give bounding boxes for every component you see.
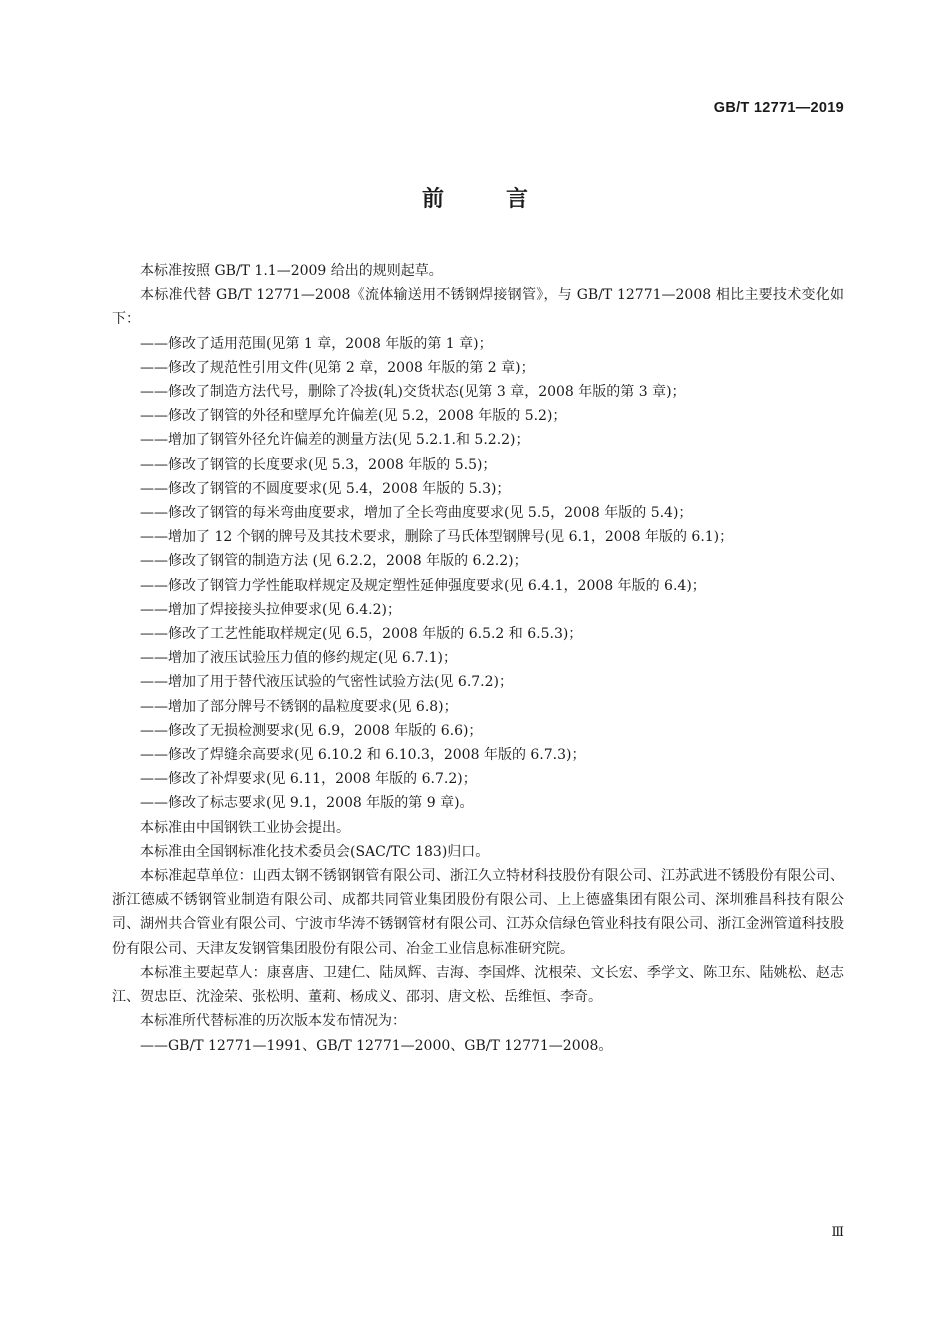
list-item: ——修改了焊缝余高要求(见 6.10.2 和 6.10.3，2008 年版的 6.7.3)； xyxy=(140,747,586,764)
changes-list xyxy=(112,332,844,816)
list-item: ——修改了无损检测要求(见 6.9，2008 年版的 6.6)； xyxy=(140,722,483,739)
document-body xyxy=(112,259,844,1058)
list-item: ——修改了制造方法代号，删除了冷拔(轧)交货状态(见第 3 章，2008 年版的第 3 章)； xyxy=(140,384,686,401)
list-item: ——增加了焊接接头拉伸要求(见 6.4.2)； xyxy=(140,601,401,618)
history-intro-paragraph: 本标准所代替标准的历次版本发布情况为： xyxy=(140,1013,406,1030)
list-item: ——增加了液压试验压力值的修约规定(见 6.7.1)； xyxy=(140,650,457,667)
list-item: ——增加了 12 个钢的牌号及其技术要求，删除了马氏体型钢牌号(见 6.1，2008 年版的 6.1)； xyxy=(140,529,734,546)
list-item: ——增加了部分牌号不锈钢的晶粒度要求(见 6.8)； xyxy=(140,698,458,715)
list-item: ——修改了钢管的不圆度要求(见 5.4，2008 年版的 5.3)； xyxy=(140,480,511,497)
drafters-paragraph: 本标准主要起草人：康喜唐、卫建仁、陆凤辉、吉海、李国烨、沈根荣、文长宏、季学文、陈卫东、陆姚松、赵志江、贺忠臣、沈淦荣、张松明、董莉、杨成义、邵羽、唐文松、岳维恒、李奇。 xyxy=(112,964,844,1006)
list-item: ——修改了钢管力学性能取样规定及规定塑性延伸强度要求(见 6.4.1，2008 年版的 6.4)； xyxy=(140,577,706,594)
list-item: ——修改了钢管的长度要求(见 5.3，2008 年版的 5.5)； xyxy=(140,456,497,473)
history-list-item: ——GB/T 12771—1991、GB/T 12771—2000、GB/T 12771—2008。 xyxy=(140,1037,613,1054)
page-title: 前言 xyxy=(421,187,590,212)
intro-paragraph-drafting-rules: 本标准按照 GB/T 1.1—2009 给出的规则起草。 xyxy=(140,263,443,279)
list-item: ——修改了工艺性能取样规定(见 6.5，2008 年版的 6.5.2 和 6.5.3)； xyxy=(140,626,583,643)
list-item: ——修改了钢管的制造方法 (见 6.2.2，2008 年版的 6.2.2)； xyxy=(140,553,528,570)
intro-paragraph-replacement: 本标准代替 GB/T 12771—2008《流体输送用不锈钢焊接钢管》，与 GB/T 12771—2008 相比主要技术变化如下： xyxy=(112,287,844,328)
list-item: ——增加了用于替代液压试验的气密性试验方法(见 6.7.2)； xyxy=(140,674,513,691)
drafting-units-paragraph: 本标准起草单位：山西太钢不锈钢钢管有限公司、浙江久立特材科技股份有限公司、江苏武进不锈股份有限公司、浙江德威不锈钢管业制造有限公司、成都共同管业集团股份有限公司、上上德盛集团有限公司、深圳雅昌科技有限公司、湖州共合管业有限公司、宁波市华涛不锈钢管材有限公司、江苏众信绿色管业科技有限公司、浙江金洲管道科技股份有限公司、天津友发钢管集团股份有限公司、冶金工业信息标准研究院。 xyxy=(112,868,844,957)
list-item: ——修改了补焊要求(见 6.11，2008 年版的 6.7.2)； xyxy=(140,771,477,788)
list-item: ——修改了规范性引用文件(见第 2 章，2008 年版的第 2 章)； xyxy=(140,359,535,376)
committee-paragraph: 本标准由全国钢标准化技术委员会(SAC/TC 183)归口。 xyxy=(140,843,490,860)
list-item: ——修改了钢管的外径和壁厚允许偏差(见 5.2，2008 年版的 5.2)； xyxy=(140,408,567,425)
list-item: ——增加了钢管外径允许偏差的测量方法(见 5.2.1.和 5.2.2)； xyxy=(140,432,530,449)
list-item: ——修改了钢管的每米弯曲度要求，增加了全长弯曲度要求(见 5.5，2008 年版的 5.4)； xyxy=(140,505,693,522)
standard-code: GB/T 12771—2019 xyxy=(713,100,844,116)
list-item: ——修改了标志要求(见 9.1，2008 年版的第 9 章)。 xyxy=(140,795,474,812)
page-number: Ⅲ xyxy=(831,1225,844,1240)
proposer-paragraph: 本标准由中国钢铁工业协会提出。 xyxy=(140,819,350,836)
list-item: ——修改了适用范围(见第 1 章，2008 年版的第 1 章)； xyxy=(140,335,493,352)
